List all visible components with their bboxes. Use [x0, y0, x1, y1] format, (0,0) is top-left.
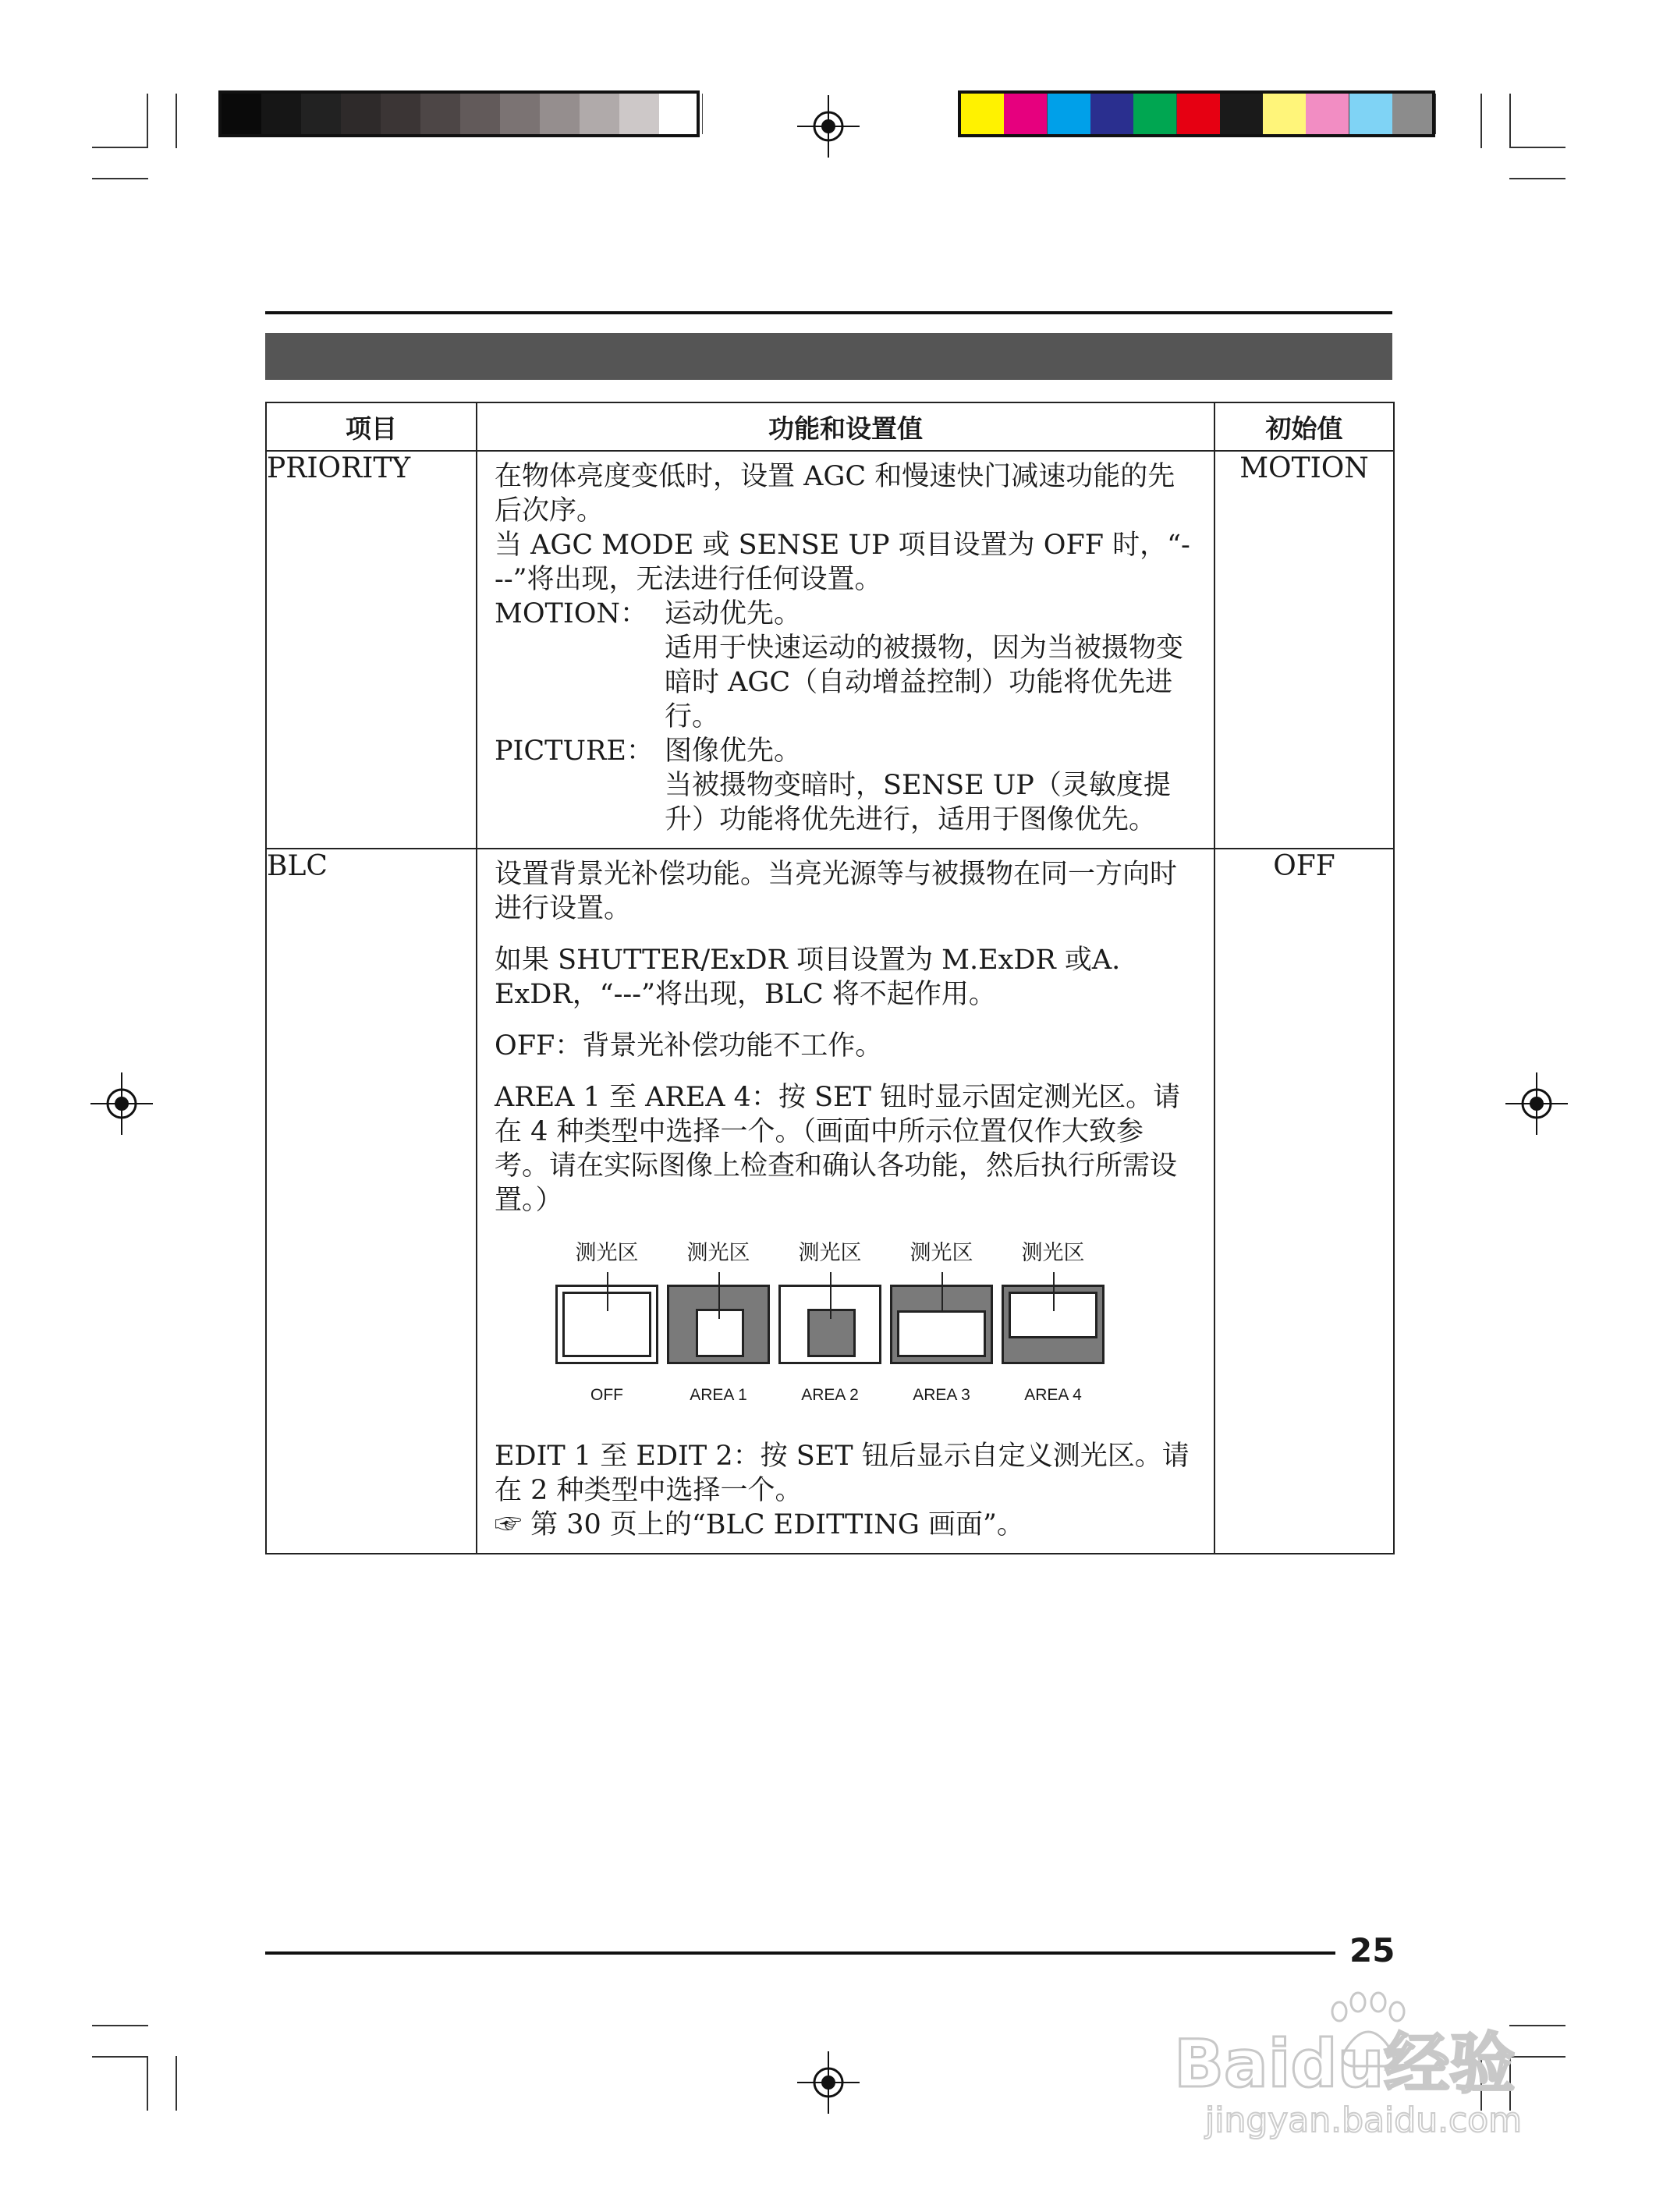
- area-caption: OFF: [590, 1386, 623, 1404]
- settings-table: [265, 402, 1395, 1554]
- svg-text:jingyan.baidu.com: jingyan.baidu.com: [1205, 2100, 1523, 2140]
- crop-mark: [92, 178, 148, 179]
- area-caption: AREA 4: [1024, 1386, 1082, 1404]
- page-number: 25: [1349, 1931, 1395, 1969]
- area-caption: AREA 1: [690, 1386, 747, 1404]
- page-reference: ☞ 第 30 页上的“BLC EDITTING 画面”。: [495, 1509, 1024, 1540]
- option-detail: 适用于快速运动的被摄物，因为当被摄物变暗时 AGC（自动增益控制）功能将优先进行。: [665, 633, 1184, 732]
- area-caption: AREA 2: [801, 1386, 859, 1404]
- description-text: 如果 SHUTTER/ExDR 项目设置为 M.ExDR 或A. ExDR，“---”将出现，BLC 将不起作用。: [495, 945, 1121, 1010]
- column-header-initial: 初始值: [1214, 402, 1394, 451]
- option-key: PICTURE：: [495, 736, 654, 767]
- option-key: MOTION：: [495, 598, 648, 629]
- registration-target-icon: [1505, 1072, 1568, 1135]
- function-cell: [477, 849, 1214, 1554]
- option-value: 运动优先。: [665, 598, 802, 629]
- registration-target-icon: [90, 1072, 153, 1135]
- footer-rule: [265, 1951, 1335, 1955]
- description-text: 在物体亮度变低时，设置 AGC 和慢速快门减速功能的先后次序。: [495, 461, 1175, 526]
- blc-area-diagram: [544, 1236, 1195, 1439]
- item-name: BLC: [266, 849, 477, 1554]
- area-caption: AREA 3: [913, 1386, 970, 1404]
- baidu-watermark-logo: [1174, 1985, 1580, 2141]
- option-detail: 当被摄物变暗时，SENSE UP（灵敏度提升）功能将优先进行，适用于图像优先。: [665, 770, 1171, 835]
- header-rule: [265, 311, 1392, 314]
- table-row: [266, 849, 1394, 1554]
- crop-mark: [1509, 94, 1511, 148]
- column-header-item: 项目: [266, 402, 477, 451]
- crop-mark: [1509, 147, 1565, 148]
- function-cell: [477, 451, 1214, 849]
- svg-text:Baidu经验: Baidu经验: [1174, 2026, 1516, 2102]
- metering-area-label: 测光区: [575, 1241, 639, 1265]
- option-value: 图像优先。: [665, 736, 802, 767]
- crop-mark: [1480, 94, 1482, 148]
- description-text: OFF：背景光补偿功能不工作。: [495, 1030, 883, 1062]
- crop-mark: [176, 2056, 177, 2111]
- crop-mark: [147, 2056, 148, 2111]
- crop-mark: [176, 94, 177, 148]
- metering-area-label: 测光区: [686, 1241, 750, 1265]
- crop-mark: [1509, 178, 1565, 179]
- registration-target-icon: [797, 95, 860, 158]
- crop-mark: [92, 2025, 148, 2026]
- metering-area-label: 测光区: [1021, 1241, 1085, 1265]
- description-text: EDIT 1 至 EDIT 2：按 SET 钮后显示自定义测光区。请在 2 种类型中选择一个。: [495, 1441, 1190, 1506]
- option-entry: [495, 734, 1195, 768]
- table-row: [266, 451, 1394, 849]
- initial-value: MOTION: [1214, 451, 1394, 849]
- crop-mark: [147, 94, 148, 148]
- crop-mark: [92, 147, 148, 148]
- option-entry: [495, 597, 1195, 631]
- table-header-row: [266, 402, 1394, 451]
- initial-value: OFF: [1214, 849, 1394, 1554]
- item-name: PRIORITY: [266, 451, 477, 849]
- description-text: 设置背景光补偿功能。当亮光源等与被摄物在同一方向时进行设置。: [495, 859, 1178, 924]
- grayscale-bar-frame: [218, 90, 700, 137]
- description-text: AREA 1 至 AREA 4：按 SET 钮时显示固定测光区。请在 4 种类型中选择一个。（画面中所示位置仅作大致参考。请在实际图像上检查和确认各功能，然后执行所需设置。）: [495, 1082, 1181, 1216]
- metering-area-label: 测光区: [910, 1241, 973, 1265]
- metering-area-label: 测光区: [798, 1241, 862, 1265]
- registration-target-icon: [797, 2051, 860, 2114]
- section-header-band: [265, 333, 1392, 380]
- column-header-function: 功能和设置值: [477, 402, 1214, 451]
- color-bar-frame: [958, 90, 1435, 137]
- description-text: 当 AGC MODE 或 SENSE UP 项目设置为 OFF 时，“---”将出现，无法进行任何设置。: [495, 530, 1190, 595]
- crop-mark: [92, 2056, 148, 2058]
